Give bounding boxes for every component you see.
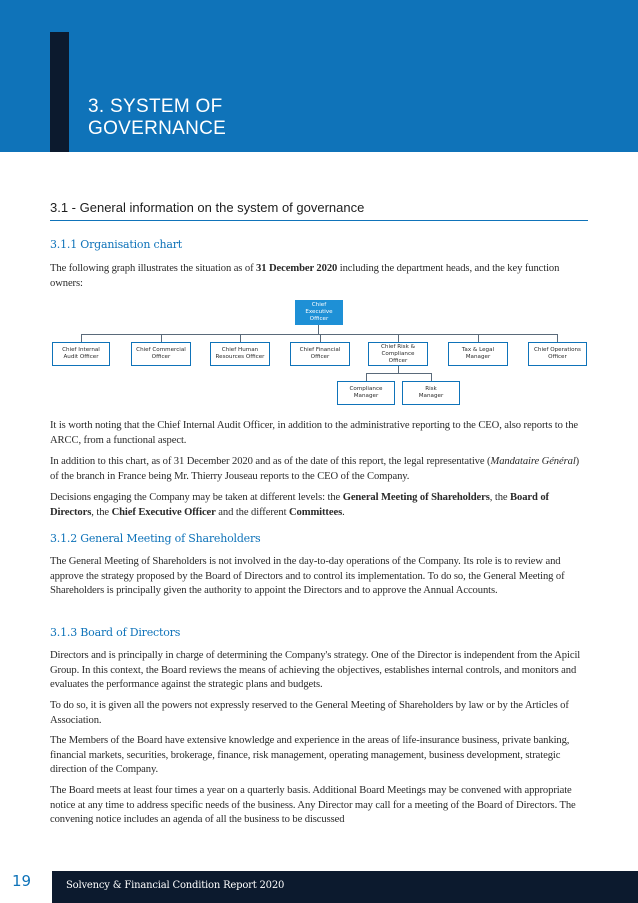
org-box-label-line2: Officer bbox=[310, 354, 330, 360]
paragraph-board-powers: To do so, it is given all the powers not expressly reserved to the General Meeting of Shareholders by law or by the Articles of Association. bbox=[50, 700, 569, 726]
p3-text-c: , the bbox=[489, 492, 511, 503]
paragraph-board-role: Directors and is principally in charge of determining the Company's strategy. One of the Director is independent from the Apicil Group. In this context, the Board reviews the means of achieving the objectives, establishes internal controls, and monitors and evaluates the performance against the strategic plans and budgets. bbox=[50, 650, 581, 691]
paragraph-board-expertise: The Members of the Board have extensive knowledge and experience in the areas of life-insurance business, private banking, financial markets, securities, brokerage, finance, risk management, operating management, business development, strategic direction of the Company. bbox=[50, 735, 570, 776]
org-box-tax-legal-manager bbox=[448, 342, 508, 366]
org-box-compliance-manager bbox=[337, 381, 395, 405]
org-connector bbox=[478, 334, 479, 342]
p3-text-e: and the different bbox=[215, 506, 289, 518]
subheading-board-of-directors: 3.1.3 Board of Directors bbox=[50, 626, 181, 639]
org-box-chief-internal-audit-officer bbox=[52, 342, 110, 366]
org-box-chief-financial-officer bbox=[290, 342, 350, 366]
org-box-label-line1: Chief Commercial bbox=[136, 347, 186, 353]
org-box-label-line1: Tax & Legal Manager bbox=[461, 347, 495, 360]
org-chart-intro bbox=[50, 262, 590, 291]
org-box-label-line1: Chief Financial bbox=[299, 347, 341, 353]
org-box-label-line2: Manager bbox=[353, 393, 379, 399]
p2-italic: Mandataire Général bbox=[490, 456, 576, 467]
intro-text-a: The following graph illustrates the situation as of bbox=[50, 263, 257, 274]
p3-bold-gms: General Meeting of Shareholders bbox=[342, 492, 490, 503]
org-box-risk-manager bbox=[402, 381, 460, 405]
org-box-label-line1: Risk bbox=[425, 386, 437, 392]
paragraph-legal-representative bbox=[50, 455, 590, 484]
org-connector bbox=[431, 373, 432, 381]
org-box-chief-operations-officer bbox=[528, 342, 587, 366]
p2-text-b: ) of the branch in France being Mr. Thierry Jouseau reports to the CEO of the Company. bbox=[50, 456, 580, 482]
org-connector bbox=[240, 334, 241, 342]
org-ceo-line1: Chief Executive bbox=[305, 302, 333, 315]
org-connector bbox=[366, 373, 367, 381]
p3-text-f: . bbox=[342, 506, 345, 518]
org-box-ceo bbox=[295, 300, 343, 325]
org-box-label-line2: Officer bbox=[151, 354, 171, 360]
p3-text-d: , the bbox=[91, 506, 112, 518]
org-box-label-line1: Chief Human bbox=[221, 347, 259, 353]
footer-report-title: Solvency & Financial Condition Report 2020 bbox=[66, 880, 285, 891]
chapter-title-line1: 3. SYSTEM OF bbox=[88, 96, 223, 117]
org-box-label-line2: Officer bbox=[548, 354, 567, 360]
header-accent-bar bbox=[50, 32, 69, 152]
paragraph-general-meeting: The General Meeting of Shareholders is not involved in the day-to-day operations of the Company. Its role is to review and approve the strategy proposed by the Board of Directors and to control its implementation. To do so, the General Meeting of Shareholders is principally given the authority to appoint the Directors and to approve the Annual Accounts. bbox=[50, 556, 565, 597]
org-box-label-line2: Audit Officer bbox=[63, 354, 99, 360]
org-box-label-line1: Chief Internal bbox=[62, 347, 100, 353]
p2-text-a: In addition to this chart, as of 31 December 2020 and as of the date of this report, the legal representative ( bbox=[50, 456, 491, 467]
p3-bold-committees: Committees bbox=[288, 506, 343, 518]
p3-text-a: Decisions engaging the Company may be taken at different levels: the bbox=[50, 492, 343, 503]
org-box-chief-human-resources-officer bbox=[210, 342, 270, 366]
section-title: 3.1 - General information on the system of governance bbox=[50, 200, 365, 215]
section-divider bbox=[50, 220, 588, 221]
org-box-label-line1: Chief Risk & bbox=[381, 343, 415, 350]
org-box-chief-risk-compliance-officer bbox=[368, 342, 428, 366]
org-connector bbox=[81, 334, 82, 342]
org-box-chief-commercial-officer bbox=[131, 342, 191, 366]
org-box-label-line2: Manager bbox=[418, 393, 444, 399]
org-connector bbox=[557, 334, 558, 342]
intro-text-b: including the department heads, and the key function owners: bbox=[50, 263, 560, 289]
paragraph-audit-reporting: It is worth noting that the Chief Internal Audit Officer, in addition to the administrative reporting to the CEO, also reports to the ARCC, from a functional aspect. bbox=[50, 420, 579, 446]
org-connector bbox=[398, 365, 399, 373]
org-connector bbox=[318, 325, 319, 334]
org-ceo-line2: Officer bbox=[309, 316, 329, 322]
paragraph-board-meetings: The Board meets at least four times a year on a quarterly basis. Additional Board Meetings may be convened with appropriate notice at any time to address specific needs of the business. Any Director may call for a meeting of the Board of Directors. The convening notice includes an agenda of all the business to be discussed bbox=[50, 785, 576, 826]
chapter-title-line2: GOVERNANCE bbox=[88, 118, 227, 139]
subheading-general-meeting: 3.1.2 General Meeting of Shareholders bbox=[50, 532, 261, 545]
org-box-label-line1: Compliance bbox=[349, 386, 383, 392]
org-connector bbox=[366, 373, 432, 374]
org-box-label-line2: Compliance Officer bbox=[381, 350, 415, 364]
p3-bold-board: Board of Directors bbox=[50, 492, 549, 518]
org-connector bbox=[398, 334, 399, 342]
org-box-label-line1: Chief Operations bbox=[534, 347, 581, 353]
intro-date: 31 December 2020 bbox=[256, 263, 338, 274]
page-number: 19 bbox=[12, 872, 32, 890]
subheading-organisation-chart: 3.1.1 Organisation chart bbox=[50, 238, 182, 251]
chapter-title bbox=[88, 96, 226, 140]
p3-bold-ceo: Chief Executive Officer bbox=[111, 506, 216, 518]
org-connector bbox=[320, 334, 321, 342]
paragraph-decision-levels bbox=[50, 491, 590, 520]
org-box-label-line2: Resources Officer bbox=[215, 354, 265, 360]
org-connector bbox=[161, 334, 162, 342]
